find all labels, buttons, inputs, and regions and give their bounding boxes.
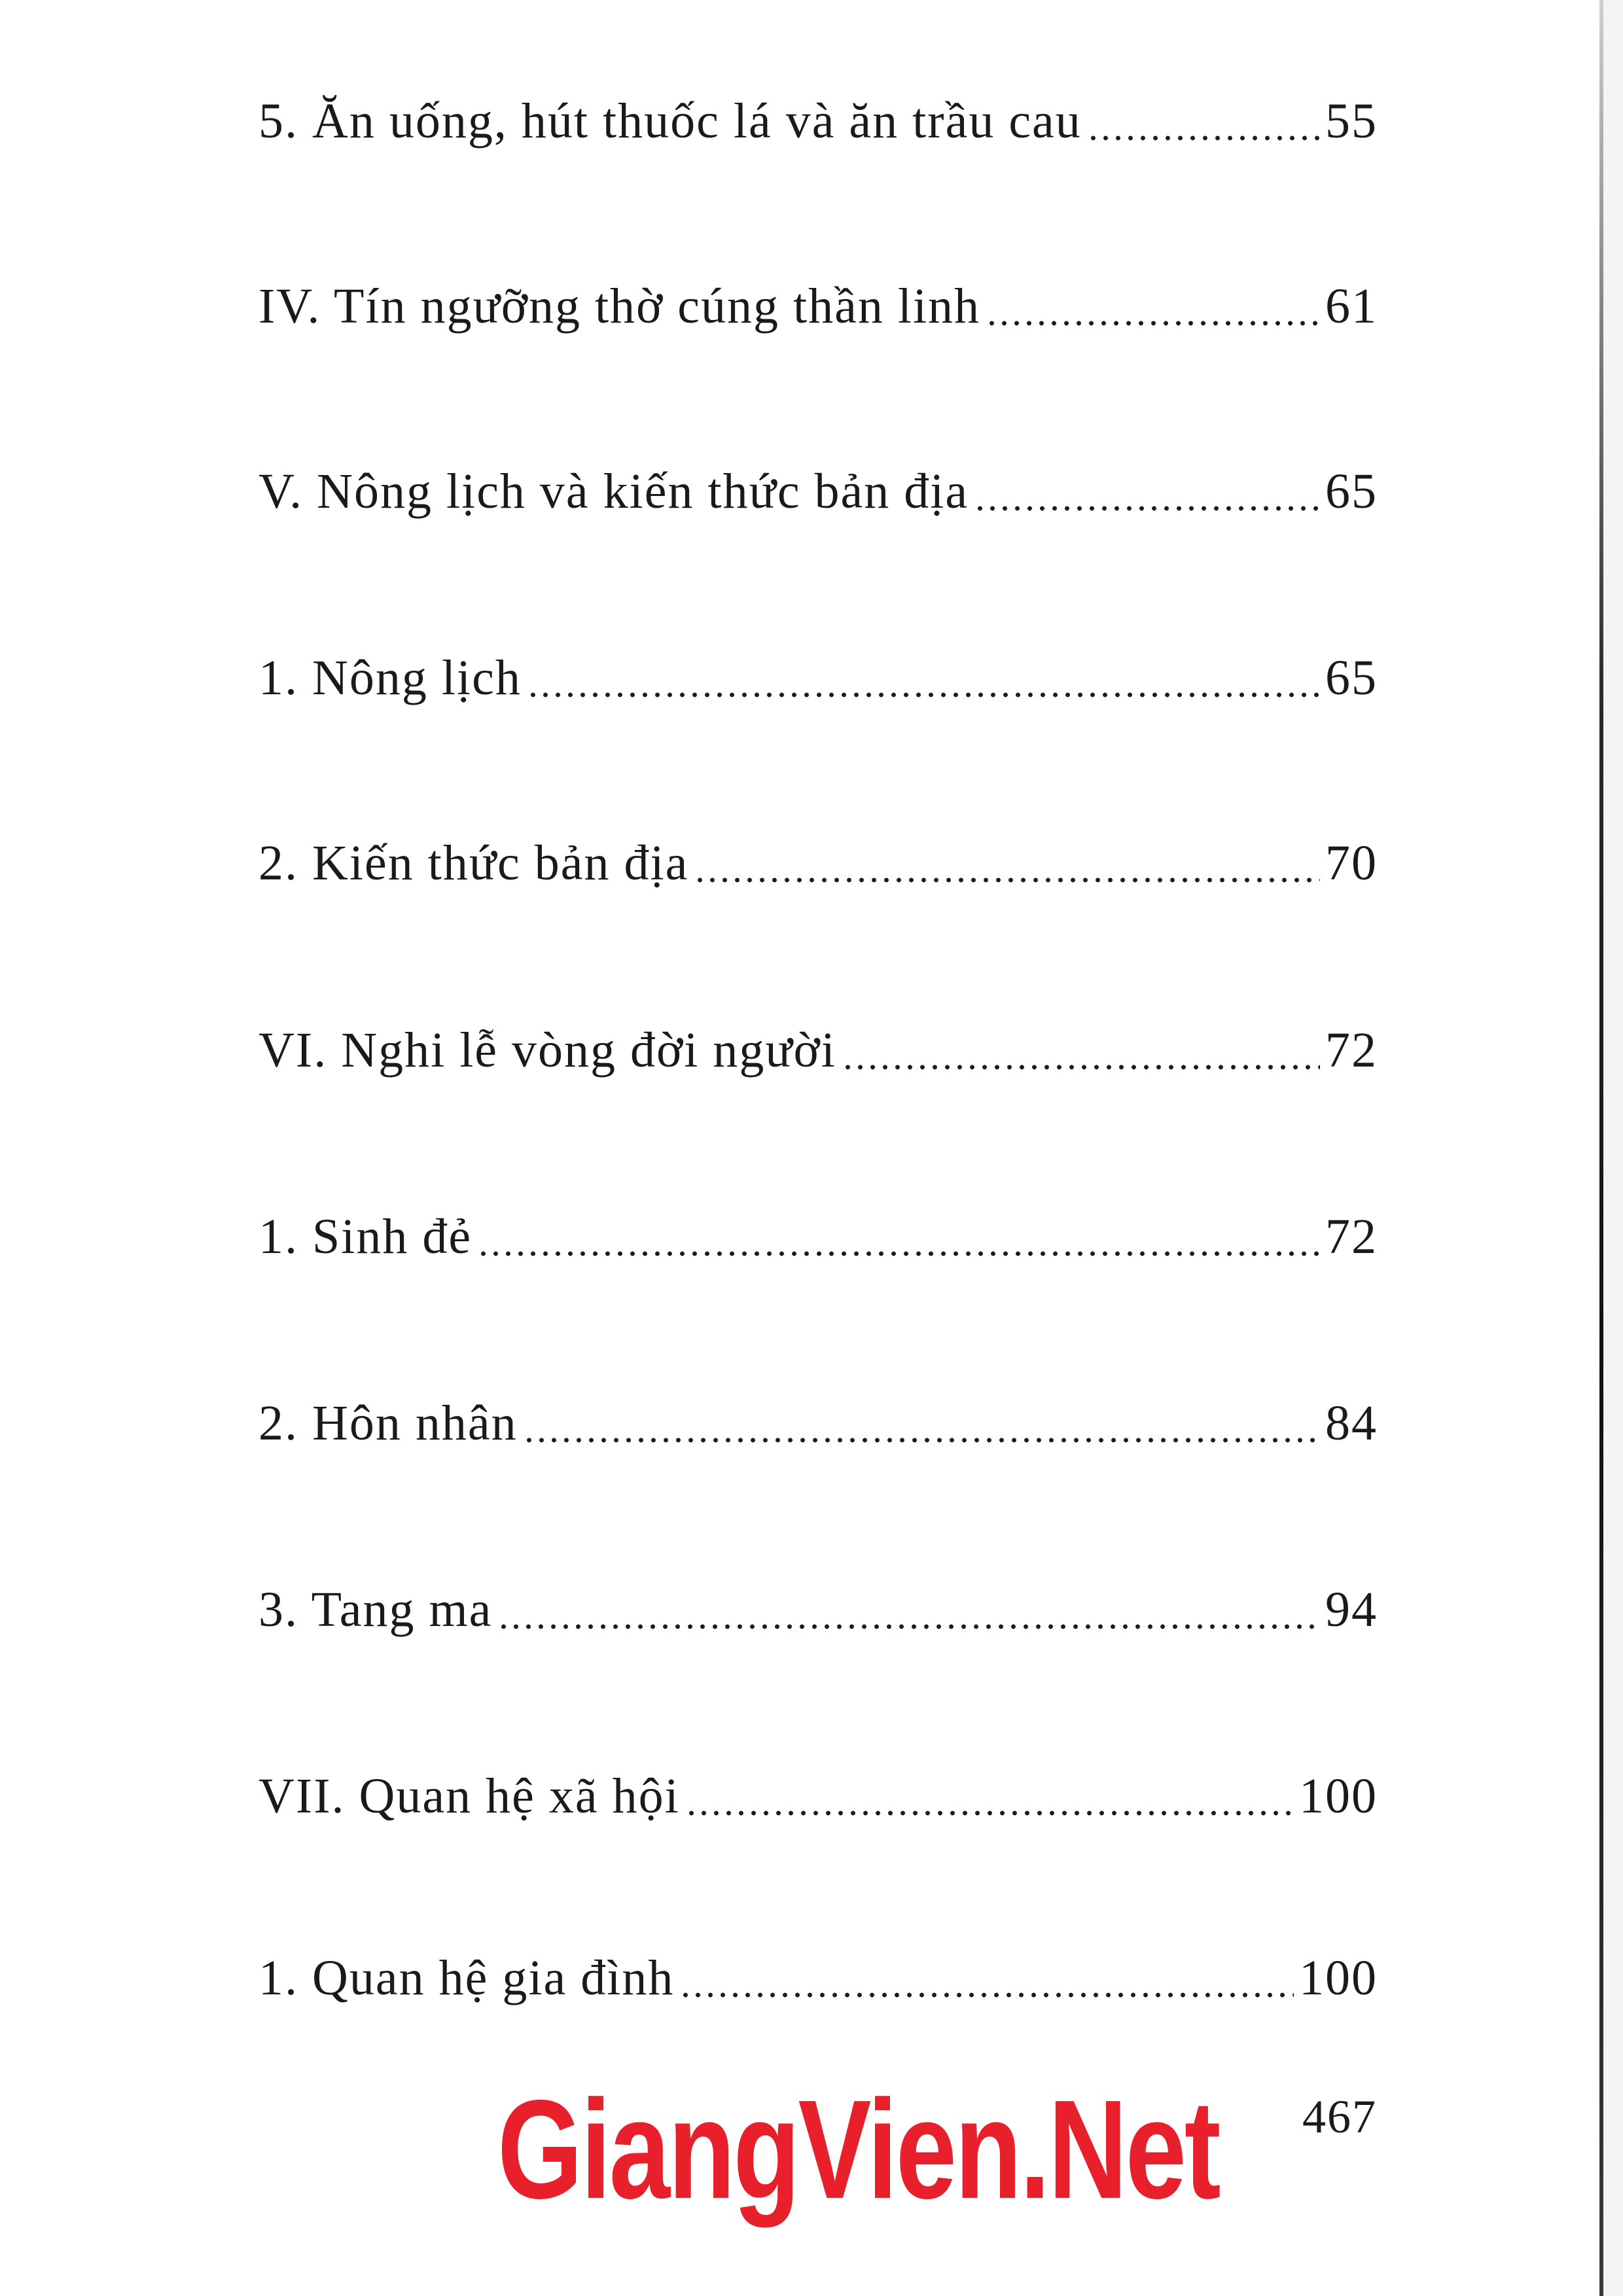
toc-entry-page: 72 — [1325, 1209, 1378, 1264]
toc-dot-leader — [842, 1064, 1320, 1070]
toc-dot-leader — [477, 1250, 1320, 1257]
toc-dot-leader — [497, 1623, 1320, 1630]
toc-entry-title: IV. Tín ngưỡng thờ cúng thần linh — [259, 279, 981, 334]
toc-entry-page: 55 — [1325, 94, 1378, 149]
toc-entry — [259, 1201, 1378, 1273]
toc-dot-leader — [527, 692, 1320, 698]
toc-entry — [259, 1574, 1378, 1646]
toc-entry-title: V. Nông lịch và kiến thức bản địa — [259, 464, 969, 519]
toc-entry-page: 100 — [1299, 1769, 1378, 1824]
page-number: 467 — [1302, 2091, 1377, 2143]
page-binding-edge — [1599, 0, 1603, 2296]
toc-entry-title: 2. Kiến thức bản địa — [259, 836, 689, 891]
toc-dot-leader — [679, 1992, 1294, 1998]
toc-entry-page: 72 — [1325, 1023, 1378, 1078]
toc-dot-leader — [986, 320, 1320, 327]
toc-entry-title: 1. Quan hệ gia đình — [259, 1951, 675, 2005]
page-edge-shadow — [1603, 0, 1623, 2296]
toc-entry-page: 65 — [1325, 464, 1378, 519]
toc-entry-title: VI. Nghi lễ vòng đời người — [259, 1023, 836, 1078]
toc-entry-title: 2. Hôn nhân — [259, 1396, 518, 1451]
toc-entry — [259, 455, 1378, 527]
toc-entry-page: 70 — [1325, 836, 1378, 891]
toc-entry-title: 1. Nông lịch — [259, 650, 522, 705]
toc-entry — [259, 1014, 1378, 1086]
toc-entry — [259, 1760, 1378, 1832]
toc-entry-title: VII. Quan hệ xã hội — [259, 1769, 680, 1824]
toc-entry-page: 94 — [1325, 1582, 1378, 1637]
toc-entry-title: 1. Sinh đẻ — [259, 1209, 473, 1264]
toc-entry — [259, 1387, 1378, 1459]
toc-dot-leader — [1087, 135, 1320, 141]
watermark-logo: GiangVien.Net — [497, 2070, 1219, 2228]
toc-entry-page: 100 — [1299, 1951, 1378, 2005]
toc-entry-title: 5. Ăn uống, hút thuốc lá và ăn trầu cau — [259, 94, 1082, 149]
toc-entry-title: 3. Tang ma — [259, 1582, 493, 1637]
toc-entry-page: 61 — [1325, 279, 1378, 334]
toc-entry-page: 65 — [1325, 650, 1378, 705]
toc-entry — [259, 270, 1378, 342]
toc-dot-leader — [523, 1437, 1320, 1443]
toc-entry — [259, 827, 1378, 899]
toc-dot-leader — [974, 505, 1320, 512]
toc-dot-leader — [694, 877, 1320, 883]
toc-entry-page: 84 — [1325, 1396, 1378, 1451]
toc-entry — [259, 85, 1378, 157]
toc-entry — [259, 1942, 1378, 2014]
toc-dot-leader — [685, 1810, 1294, 1816]
toc-entry — [259, 642, 1378, 714]
